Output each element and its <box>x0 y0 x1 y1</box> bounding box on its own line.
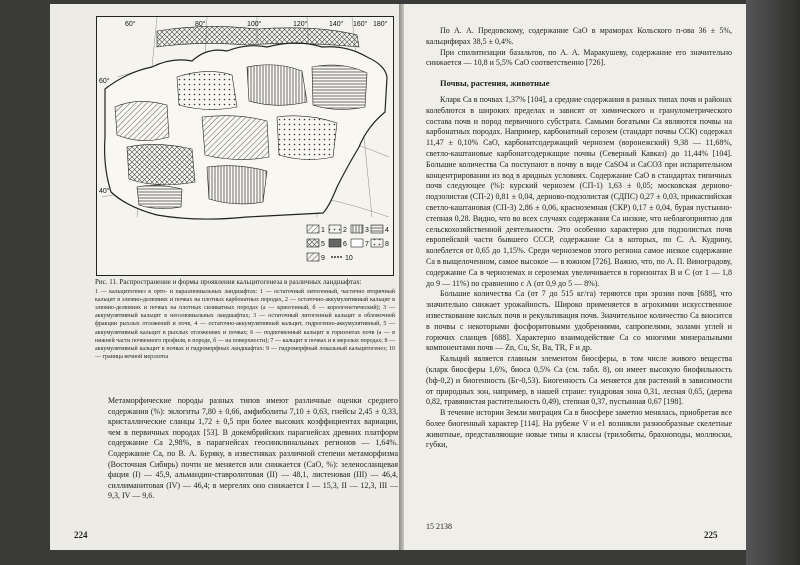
lat-label: 40° <box>99 188 110 195</box>
left-page <box>50 4 399 550</box>
page-number-left: 224 <box>74 530 88 540</box>
paragraph: Большие количества Са (от 7 до 515 кг/га) теряются при эрозии почв [688], что значительно снижает урожайность. Широко применяется в агрохимии искусственное известкование кислых почв и рекультивация почв. Значительное количество Са вносится в почвы с некоторыми фосфоритовыми удобрениями, сапропелями, золами углей и горючих сланцев [688]. Характерно взаимодействие Са со многими минеральными компонентами почв — Zn, Cu, Sr, Ba, TR, F и др. <box>426 289 732 353</box>
lon-label: 140° <box>329 21 344 28</box>
caption-legend: 1 — кальцитогенез в орто- и параэлювиальных ландшафтах: 1 — остаточный литогенный, частично вторичный кальцит в элювио-делювиях и почвах на плотных карбонатных породах, 2 — остаточно-аккумулятивный кальцит в элювио-делювиях и почвах на плотных силикатных породах (а — криогенный, б — короогенетический); 3 — аккумулятивный кальцит в неоэлювиальных ландшафтах; 3 — остаточный литогенный кальцит в обломочной фракции рыхлых отложений и почв, 4 — остаточно-аккумулятивный кальцит, гидрогенно-аккумулятивный, 5 — аккумулятивный кальцит в рыхлых отложениях и почвах; 6 — подпочвенный кальцит в горизонтах почв (а — в нижней части почвенного профиля, в породе, б — на поверхности); 7 — кальцит в почвах и в мерзлых породах; 8 — аккумулятивный кальцит в почвах и гидроморфных ландшафтах: 9 — гидроморфный локальный кальцитогенез; 10 — граница вечной мерзлоты <box>95 289 395 360</box>
right-body-text <box>426 26 732 451</box>
lon-label: 180° <box>373 21 388 28</box>
lon-label: 160° <box>353 21 368 28</box>
lon-label: 80° <box>195 21 206 28</box>
legend-number: 2 <box>343 227 347 234</box>
legend-number: 7 <box>365 241 369 248</box>
legend-number: 10 <box>345 255 353 262</box>
lon-label: 60° <box>125 21 136 28</box>
paragraph: При спилитизации базальтов, по А. А. Маракушеву, содержание его значительно снижается — 10,8 и 5,5% СаО соответственно [726]. <box>426 47 732 68</box>
paragraph: В течение истории Земли миграция Са в биосфере заметно менялась, приобретая все более биогенный характер [114]. На рубеже V и е1 возникли разнообразные скелетные животные, представляющие новые типы и классы (трилобиты, брахиоподы, моллюски, губки, <box>426 408 732 450</box>
legend-number: 5 <box>321 241 325 248</box>
right-page <box>404 4 746 550</box>
signature-mark: 15 2138 <box>426 522 452 531</box>
figure-caption <box>95 278 395 361</box>
background-shadow <box>746 0 800 565</box>
left-body-text: Метаморфические породы разных типов имеют различные оценки среднего содержания (%): эклогиты 7,80 ± 0,66, амфиболиты 7,10 ± 0,63, гнейсы 2,45 ± 0,33, кристаллические сланцы 1,72 ± 0,5 при более высоких коэффициентах вариации, чем в первичных породах [53]. В докембрийских парагнейсах древних платформ содержание Са 2,98%, в парагнейсах геосинклинальных регионов — 1,64%. Содержание Са, по В. А. Буряку, в известняках различной степени метаморфизма (Восточная Сибирь) почти не меняется или снижается (СаО, %): зеленосланцевая фация (I) — 45,9, альмандин-ставролитовая (II) — 48,1, листеновая (III) — 46,4, силлиманитовая (IV) — 46,4; в мергелях оно снижается I — 15,3, II — 12,3, III — 9,3, IV — 9,6. <box>108 396 398 501</box>
legend-number: 6 <box>343 241 347 248</box>
legend-number: 8 <box>385 241 389 248</box>
map-legend <box>307 225 389 262</box>
paragraph: Кларк Са в почвах 1,37% [104], а средние содержания в разных типах почв и районах колеблются в широких пределах и зависят от химического и гранулометрического состава почв и пород первичного субстрата. Самыми богатыми Са являются почвы на карбонатных породах. Например, карбонатный серозем (стандарт почвы ССК) содержал 11,47 ± 0,10% СаО, карбонатсодержащий чернозем (воронежский) 9,38 — 11,68%, светло-каштановые карбонатсодержащие почвы (Северный Кавказ) до 11,44% [104]. Большие количества Са поступают в почву в виде CaSO4 и CaCO3 при испарительном концентрировании из вод в аридных условиях. Содержание СаО в стандартах типичных почв следующее (%): курский чернозем (СП-1) 1,63 ± 0,05; московская дерново-подзолистая (СП-2) 0,81 ± 0,04, дерново-подзолистая (СДПС) 0,27 ± 0,03, прикаспийская светло-каштановая (СП-3) 2,86 ± 0,06, красноземная (СКР) 0,17 ± 0,04, бурая пустынно-степная 0,28. Видно, что во всех случаях содержания Са низкие, что неблагоприятно для сельскохозяйственной деятельности. Это особенно характерно для подзолистых почв европейской части бывшего СССР, содержание Са в которых, по С. А. Кудрину, колеблется от 0,65 до 1,15%. Среди черноземов этого региона самое низкое содержание Са в выщелоченном, самое высокое — в южном [726]. Важно, что, по А. П. Виноградову, содержание Са в черноземах и сероземах увеличивается в горизонтах В и С (от 1 — 1,8 до 9 — 11%) по сравнению с А (от 0,9 до 5 — 8%). <box>426 94 732 288</box>
legend-number: 4 <box>385 227 389 234</box>
lon-label: 100° <box>247 21 262 28</box>
paragraph: Кальций является главным элементом биосферы, в том числе живого вещества (кларк биосферы 1,6%, биоса 0,5% Са (см. табл. 8), он имеет высокую биофильность (bф-0,2) и биогенность (Бг-0,53). Биогенность Са меняется для растений в зависимости от природных зон, например, в нашей стране: тундровая зона 0,31, лесная 0,65, (дерева 0,82, травянистая растительность 0,49), степная 0,37, пустынная 0,67 [198]. <box>426 354 732 407</box>
lon-label: 120° <box>293 21 308 28</box>
legend-number: 3 <box>365 227 369 234</box>
legend-number: 9 <box>321 255 325 262</box>
map-figure <box>97 17 393 275</box>
page-number-right: 225 <box>704 530 718 540</box>
calcitogenesis-map <box>96 16 394 276</box>
caption-title: Рис. 11. Распространение и формы проявления кальцитогенеза в различных ландшафтах: <box>95 278 362 286</box>
section-title: Почвы, растения, животные <box>440 78 550 89</box>
lat-label: 60° <box>99 78 110 85</box>
paragraph: По А. А. Предовскому, содержание СаО в мраморах Кольского п-ова 36 ± 5%, кальцифирах 38,5 ± 0,4%. <box>426 26 732 46</box>
legend-number: 1 <box>321 227 325 234</box>
